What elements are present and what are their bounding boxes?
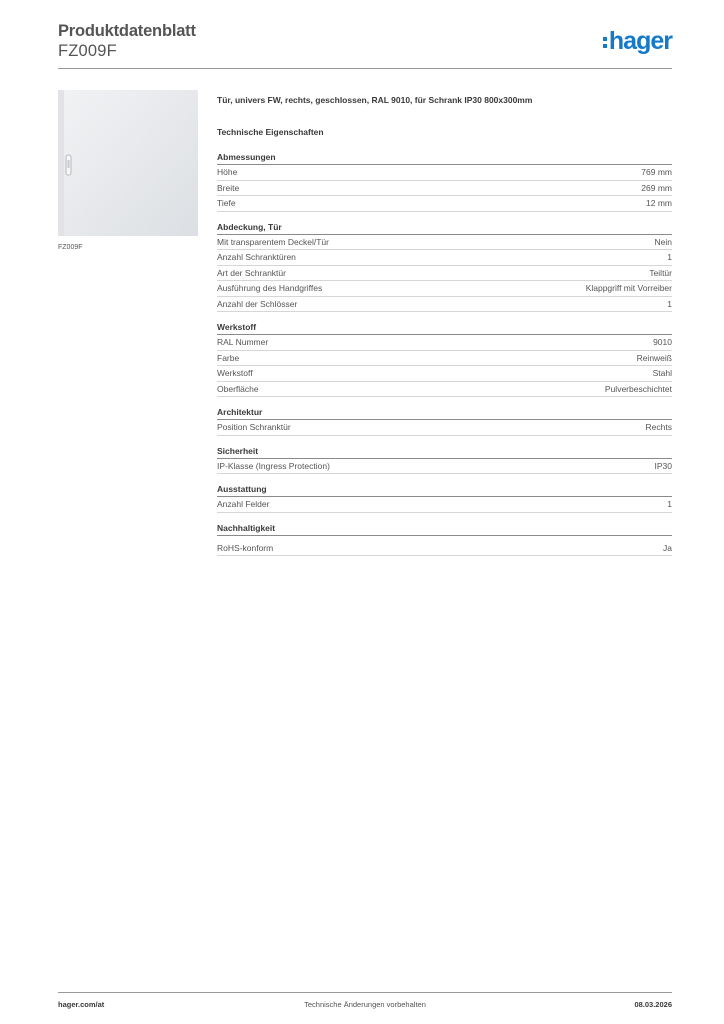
spec-label: RoHS-konform	[217, 542, 274, 553]
logo-text: hager	[608, 27, 672, 55]
spec-label: Farbe	[217, 352, 240, 363]
spec-row	[217, 459, 672, 475]
spec-row	[217, 382, 672, 398]
product-description: Tür, univers FW, rechts, geschlossen, RAL 9010, für Schrank IP30 800x300mm	[217, 95, 533, 105]
spec-value: Pulverbeschichtet	[604, 383, 672, 394]
spec-value: Ja	[663, 542, 672, 553]
spec-sections	[217, 151, 672, 556]
page-header	[58, 20, 672, 69]
spec-label: Höhe	[217, 167, 238, 177]
spec-row	[217, 196, 672, 212]
spec-value: Rechts	[645, 422, 672, 432]
spec-section	[217, 483, 672, 513]
spec-row	[217, 366, 672, 382]
spec-value: 1	[667, 252, 672, 262]
footer-website: hager.com/at	[58, 1000, 105, 1009]
footer-notice: Technische Änderungen vorbehalten	[304, 1000, 426, 1009]
spec-value: 12 mm	[646, 198, 672, 208]
document-title: Produktdatenblatt	[58, 22, 196, 40]
spec-label: Position Schranktür	[217, 422, 291, 432]
spec-label: Breite	[217, 182, 240, 193]
section-title: Ausstattung	[217, 483, 672, 497]
spec-value: 1	[667, 298, 672, 309]
technical-properties-heading: Technische Eigenschaften	[217, 127, 324, 137]
spec-label: Anzahl der Schlösser	[217, 298, 298, 309]
spec-value: 269 mm	[641, 182, 672, 193]
spec-section	[217, 522, 672, 557]
section-title: Abmessungen	[217, 151, 672, 165]
spec-row	[217, 351, 672, 367]
spec-label: Mit transparentem Deckel/Tür	[217, 236, 329, 247]
spec-value: Stahl	[652, 368, 672, 378]
spec-row	[217, 250, 672, 266]
spec-label: Tiefe	[217, 198, 236, 208]
spec-row	[217, 541, 672, 557]
spec-row	[217, 335, 672, 351]
spec-value: Nein	[654, 236, 672, 247]
spec-value: 1	[667, 499, 672, 509]
spec-label: Oberfläche	[217, 383, 259, 394]
spec-row	[217, 266, 672, 282]
section-title: Werkstoff	[217, 321, 672, 335]
spec-label: Werkstoff	[217, 368, 253, 378]
spec-section	[217, 445, 672, 475]
hager-logo	[603, 26, 672, 56]
spec-value: Teiltür	[649, 267, 672, 278]
image-caption: FZ009F	[58, 244, 83, 251]
spec-label: Ausführung des Handgriffes	[217, 283, 323, 293]
spec-value: IP30	[654, 460, 672, 471]
footer-date: 08.03.2026	[634, 1000, 672, 1009]
spec-row	[217, 497, 672, 513]
spec-value: Reinweiß	[636, 352, 672, 363]
spec-label: Anzahl Felder	[217, 499, 270, 509]
spec-row	[217, 297, 672, 313]
spec-value: Klappgriff mit Vorreiber	[585, 283, 672, 293]
spec-value: 769 mm	[641, 167, 672, 177]
spec-section	[217, 221, 672, 313]
spec-label: IP-Klasse (Ingress Protection)	[217, 460, 330, 471]
spec-label: RAL Nummer	[217, 337, 269, 347]
spec-row	[217, 281, 672, 297]
spec-label: Anzahl Schranktüren	[217, 252, 296, 262]
logo-dots-icon	[603, 37, 607, 48]
spec-content	[217, 95, 672, 565]
section-title: Nachhaltigkeit	[217, 522, 672, 536]
spec-label: Art der Schranktür	[217, 267, 286, 278]
product-image	[58, 90, 198, 236]
spec-section	[217, 406, 672, 436]
product-code: FZ009F	[58, 42, 117, 60]
section-title: Sicherheit	[217, 445, 672, 459]
spec-row	[217, 181, 672, 197]
section-title: Abdeckung, Tür	[217, 221, 672, 235]
spec-section	[217, 151, 672, 212]
spec-section	[217, 321, 672, 397]
section-title: Architektur	[217, 406, 672, 420]
page-footer	[58, 992, 672, 1013]
spec-row	[217, 165, 672, 181]
door-illustration-icon	[58, 90, 198, 236]
spec-value: 9010	[653, 337, 672, 347]
spec-row	[217, 420, 672, 436]
spec-row	[217, 235, 672, 251]
